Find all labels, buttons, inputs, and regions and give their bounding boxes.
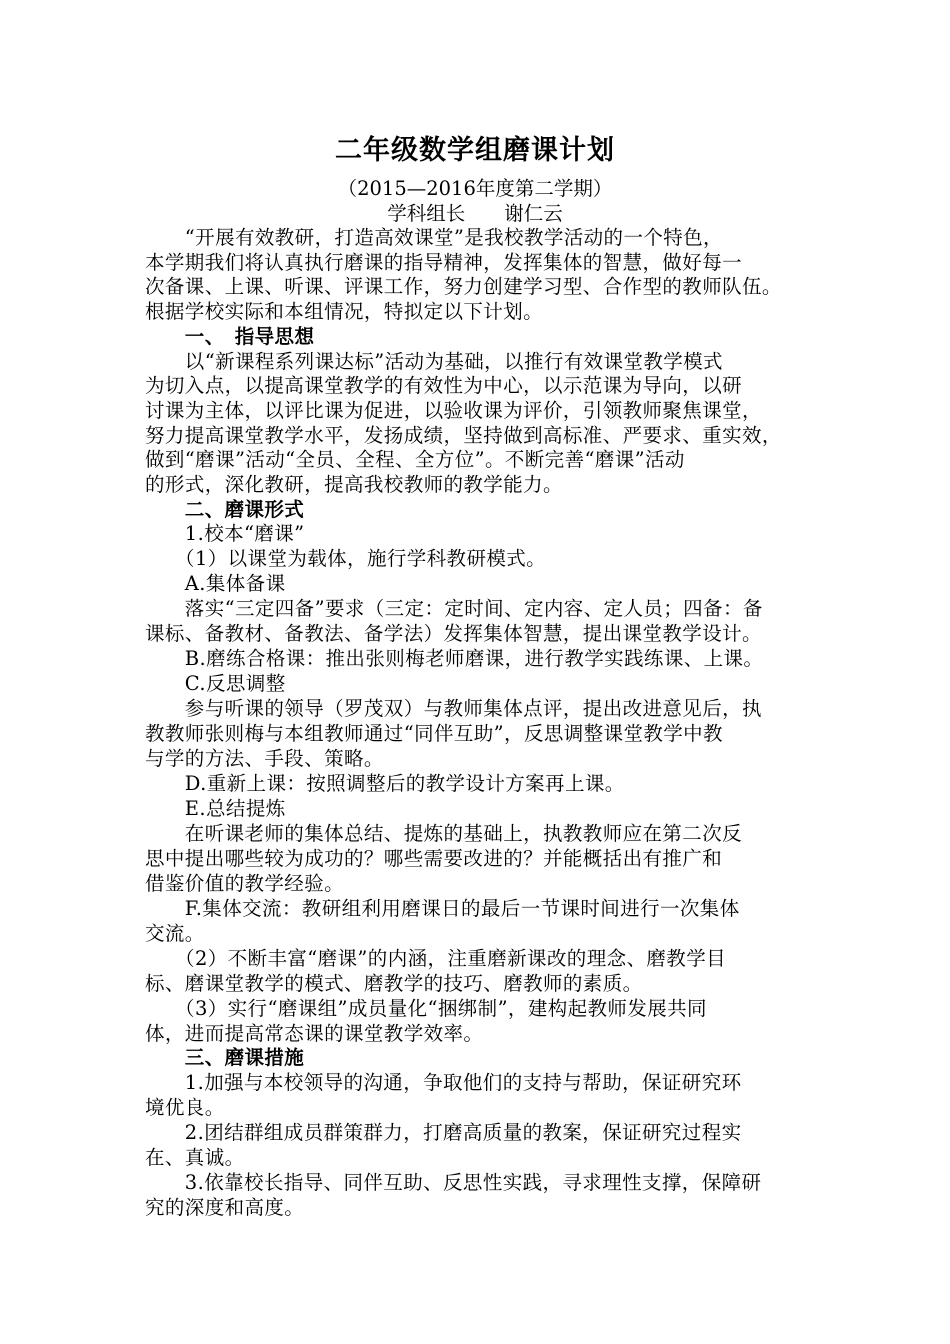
section-heading: 三、磨课措施 [145, 1046, 305, 1069]
paragraph-line: 3.依靠校长指导、同伴互助、反思性实践，寻求理性支撑，保障研 [145, 1171, 762, 1194]
paragraph-line: E.总结提炼 [145, 797, 286, 820]
paragraph-line: 为切入点，以提高课堂教学的有效性为中心，以示范课为导向，以研 [145, 374, 743, 397]
paragraph-line: 1.加强与本校领导的沟通，争取他们的支持与帮助，保证研究环 [145, 1071, 742, 1094]
paragraph-line: （1）以课堂为载体，施行学科教研模式。 [145, 547, 547, 570]
paragraph-line: 次备课、上课、听课、评课工作，努力创建学习型、合作型的教师队伍。 [145, 275, 782, 298]
document-subtitle: （2015—2016年度第二学期） [337, 177, 613, 200]
paragraph-line: 2.团结群组成员群策群力，打磨高质量的教案，保证研究过程实 [145, 1121, 742, 1144]
document-title: 二年级数学组磨课计划 [335, 135, 615, 166]
section-heading: 二、磨课形式 [145, 498, 305, 521]
paragraph-line: （3）实行“磨课组”成员量化“捆绑制”，建构起教师发展共同 [145, 997, 707, 1020]
paragraph-line: 与学的方法、手段、策略。 [145, 747, 384, 770]
author-line: 学科组长 谢仁云 [387, 202, 563, 225]
paragraph-line: 以“新课程系列课达标”活动为基础，以推行有效课堂教学模式 [145, 350, 723, 373]
paragraph-line: 境优良。 [145, 1096, 225, 1119]
paragraph-line: 课标、备教材、备教法、备学法）发挥集体智慧，提出课堂教学设计。 [145, 622, 762, 645]
paragraph-line: 落实“三定四备”要求（三定：定时间、定内容、定人员；四备：备 [145, 597, 763, 620]
paragraph-line: 1.校本“磨课” [145, 522, 305, 545]
paragraph-line: 究的深度和高度。 [145, 1196, 305, 1219]
paragraph-line: 思中提出哪些较为成功的？哪些需要改进的？并能概括出有推广和 [145, 847, 723, 870]
paragraph-line: 借鉴价值的教学经验。 [145, 872, 345, 895]
paragraph-line: （2）不断丰富“磨课”的内涵，注重磨新课改的理念、磨教学目 [145, 947, 726, 970]
paragraph-line: 交流。 [145, 922, 205, 945]
paragraph-line: 的形式，深化教研，提高我校教师的教学能力。 [145, 473, 563, 496]
paragraph-line: A.集体备课 [145, 572, 286, 595]
paragraph-line: F.集体交流：教研组利用磨课日的最后一节课时间进行一次集体 [145, 897, 740, 920]
paragraph-line: 参与听课的领导（罗茂双）与教师集体点评，提出改进意见后，执 [145, 697, 762, 720]
paragraph-line: 本学期我们将认真执行磨课的指导精神，发挥集体的智慧，做好每一 [145, 251, 743, 274]
paragraph-line: B.磨练合格课：推出张则梅老师磨课，进行教学实践练课、上课。 [145, 647, 764, 670]
paragraph-line: C.反思调整 [145, 672, 286, 695]
paragraph-line: 标、磨课堂教学的模式、磨教学的技巧、磨教师的素质。 [145, 972, 643, 995]
paragraph-line: 努力提高课堂教学水平，发扬成绩，坚持做到高标准、严要求、重实效， [145, 424, 782, 447]
paragraph-line: 在、真诚。 [145, 1146, 245, 1169]
paragraph-line: “开展有效教研，打造高效课堂”是我校教学活动的一个特色， [145, 226, 723, 249]
paragraph-line: 根据学校实际和本组情况，特拟定以下计划。 [145, 300, 544, 323]
paragraph-line: 体，进而提高常态课的课堂教学效率。 [145, 1022, 484, 1045]
section-heading: 一、 指导思想 [145, 325, 315, 348]
paragraph-line: 在听课老师的集体总结、提炼的基础上，执教教师应在第二次反 [145, 822, 743, 845]
paragraph-line: 讨课为主体，以评比课为促进，以验收课为评价，引领教师聚焦课堂， [145, 399, 762, 422]
paragraph-line: 做到“磨课”活动“全员、全程、全方位”。不断完善“磨课”活动 [145, 448, 685, 471]
paragraph-line: 教教师张则梅与本组教师通过“同伴互助”，反思调整课堂教学中教 [145, 722, 723, 745]
paragraph-line: D.重新上课：按照调整后的教学设计方案再上课。 [145, 772, 625, 795]
